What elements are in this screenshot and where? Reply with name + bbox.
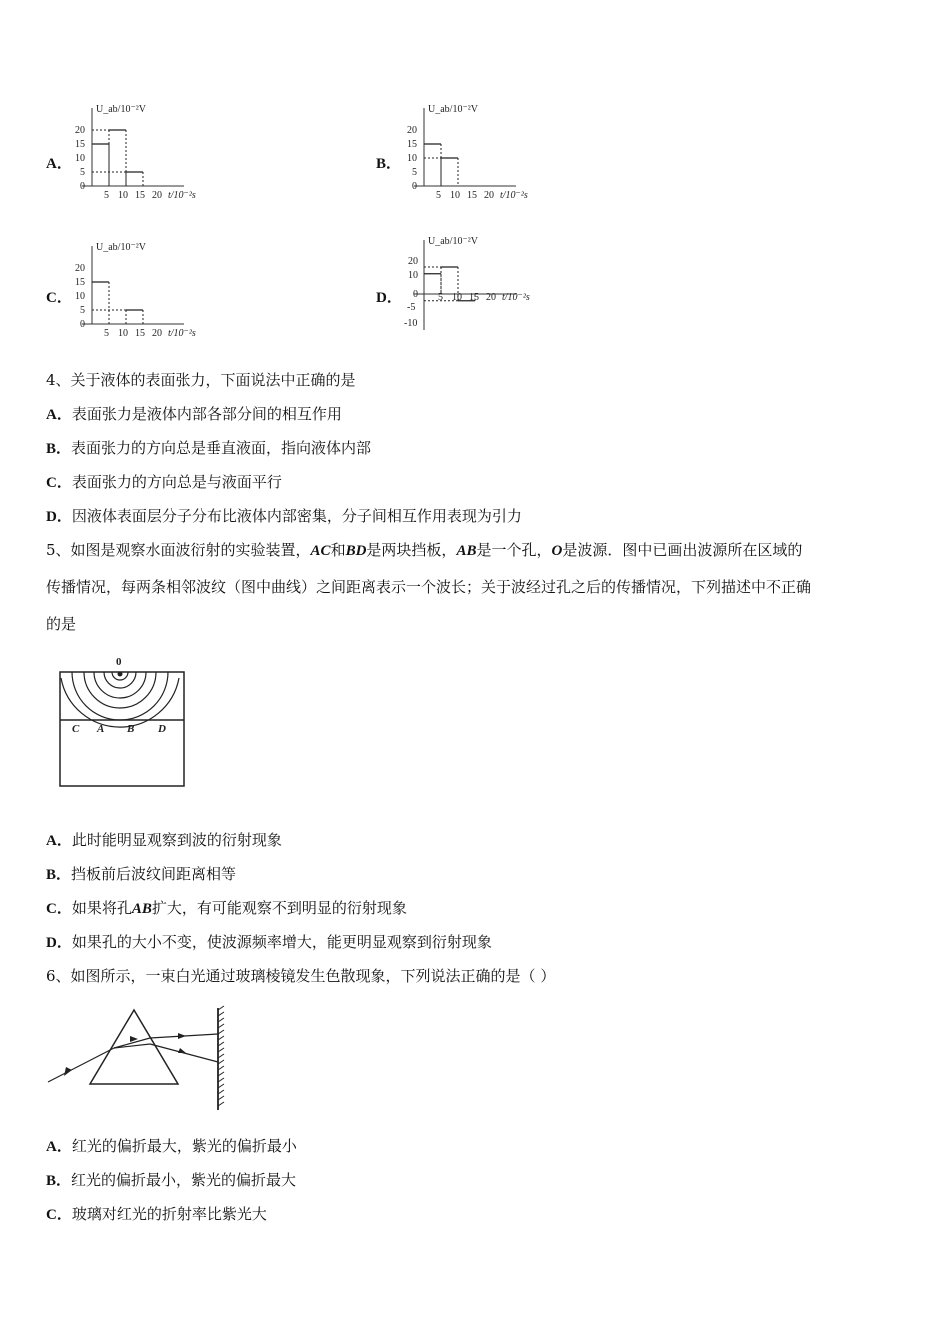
option-d-label: D． — [376, 290, 402, 306]
svg-text:t/10⁻²s: t/10⁻²s — [500, 190, 528, 201]
svg-text:15: 15 — [75, 277, 85, 288]
q5-stem-line3: 的是 — [46, 615, 77, 633]
graph-a — [72, 98, 222, 203]
q6-option-a: A．红光的偏折最大，紫光的偏折最小 — [46, 1137, 297, 1155]
svg-text:10: 10 — [75, 291, 85, 302]
graph-d-series — [424, 267, 475, 301]
graph-c — [72, 236, 222, 341]
svg-text:20: 20 — [75, 125, 85, 136]
svg-text:0: 0 — [80, 181, 85, 192]
graph-b — [404, 98, 554, 203]
svg-text:10: 10 — [452, 292, 462, 303]
svg-text:10: 10 — [118, 328, 128, 339]
svg-text:0: 0 — [412, 181, 417, 192]
svg-text:5: 5 — [104, 190, 109, 201]
svg-text:10: 10 — [408, 270, 418, 281]
svg-text:D: D — [158, 723, 166, 735]
q6-stem: 6、如图所示，一束白光通过玻璃棱镜发生色散现象，下列说法正确的是（ ） — [46, 967, 556, 985]
q6-option-c: C．玻璃对红光的折射率比紫光大 — [46, 1205, 267, 1223]
svg-text:20: 20 — [486, 292, 496, 303]
graph-a-series — [92, 130, 143, 186]
svg-text:t/10⁻²s: t/10⁻²s — [168, 328, 196, 339]
svg-text:15: 15 — [135, 190, 145, 201]
graph-d-ylabel: U_ab/10⁻²V — [428, 236, 478, 247]
option-a-label: A． — [46, 156, 72, 172]
graph-d — [402, 232, 552, 337]
q5-option-d: D．如果孔的大小不变，使波源频率增大，能更明显观察到衍射现象 — [46, 933, 492, 951]
svg-text:-10: -10 — [404, 318, 418, 329]
svg-text:20: 20 — [152, 328, 162, 339]
graph-b-series — [424, 144, 458, 186]
q5-stem-line2: 传播情况，每两条相邻波纹（图中曲线）之间距离表示一个波长；关于波经过孔之后的传播情况，下列描述中不正确 — [46, 578, 812, 596]
svg-text:5: 5 — [80, 167, 85, 178]
q4-option-c: C．表面张力的方向总是与液面平行 — [46, 473, 282, 491]
graph-a-ylabel: U_ab/10⁻²V — [96, 104, 146, 115]
svg-text:20: 20 — [75, 263, 85, 274]
wave-diffraction-figure — [54, 652, 194, 792]
q4-option-d: D．因液体表面层分子分布比液体内部密集，分子间相互作用表现为引力 — [46, 507, 522, 525]
svg-text:5: 5 — [104, 328, 109, 339]
svg-text:5: 5 — [412, 167, 417, 178]
q5-option-a: A．此时能明显观察到波的衍射现象 — [46, 831, 282, 849]
q4-stem: 4、关于液体的表面张力，下面说法中正确的是 — [46, 371, 356, 389]
svg-text:20: 20 — [408, 256, 418, 267]
svg-text:5: 5 — [80, 305, 85, 316]
svg-text:10: 10 — [75, 153, 85, 164]
option-c-label: C． — [46, 290, 72, 306]
graph-c-ylabel: U_ab/10⁻²V — [96, 242, 146, 253]
svg-text:5: 5 — [438, 292, 443, 303]
svg-text:15: 15 — [407, 139, 417, 150]
source-label: 0 — [116, 656, 122, 668]
graph-b-ylabel: U_ab/10⁻²V — [428, 104, 478, 115]
svg-text:20: 20 — [152, 190, 162, 201]
svg-text:0: 0 — [80, 319, 85, 330]
q4-option-b: B．表面张力的方向总是垂直液面，指向液体内部 — [46, 439, 372, 457]
svg-text:15: 15 — [75, 139, 85, 150]
svg-text:A: A — [97, 723, 105, 735]
svg-text:20: 20 — [407, 125, 417, 136]
svg-text:15: 15 — [467, 190, 477, 201]
svg-text:B: B — [127, 723, 135, 735]
svg-text:t/10⁻²s: t/10⁻²s — [168, 190, 196, 201]
q5-stem-line1: 5、如图是观察水面波衍射的实验装置，AC和BD是两块挡板，AB是一个孔，O是波源．图中已画出波源所在区域的 — [46, 541, 803, 559]
prism-figure — [44, 1002, 234, 1114]
q6-option-b: B．红光的偏折最小，紫光的偏折最大 — [46, 1171, 297, 1189]
svg-text:-5: -5 — [407, 302, 416, 313]
q4-option-a: A．表面张力是液体内部各部分间的相互作用 — [46, 405, 342, 423]
svg-text:20: 20 — [484, 190, 494, 201]
q5-option-c: C．如果将孔AB扩大，有可能观察不到明显的衍射现象 — [46, 899, 407, 917]
svg-text:15: 15 — [469, 292, 479, 303]
svg-text:10: 10 — [407, 153, 417, 164]
q5-option-b: B．挡板前后波纹间距离相等 — [46, 865, 237, 883]
svg-text:15: 15 — [135, 328, 145, 339]
svg-text:C: C — [72, 723, 80, 735]
option-b-label: B． — [376, 156, 402, 172]
svg-text:0: 0 — [413, 289, 418, 300]
svg-text:10: 10 — [450, 190, 460, 201]
graph-c-series — [92, 282, 143, 324]
svg-text:10: 10 — [118, 190, 128, 201]
svg-text:5: 5 — [436, 190, 441, 201]
svg-text:t/10⁻²s: t/10⁻²s — [502, 292, 530, 303]
